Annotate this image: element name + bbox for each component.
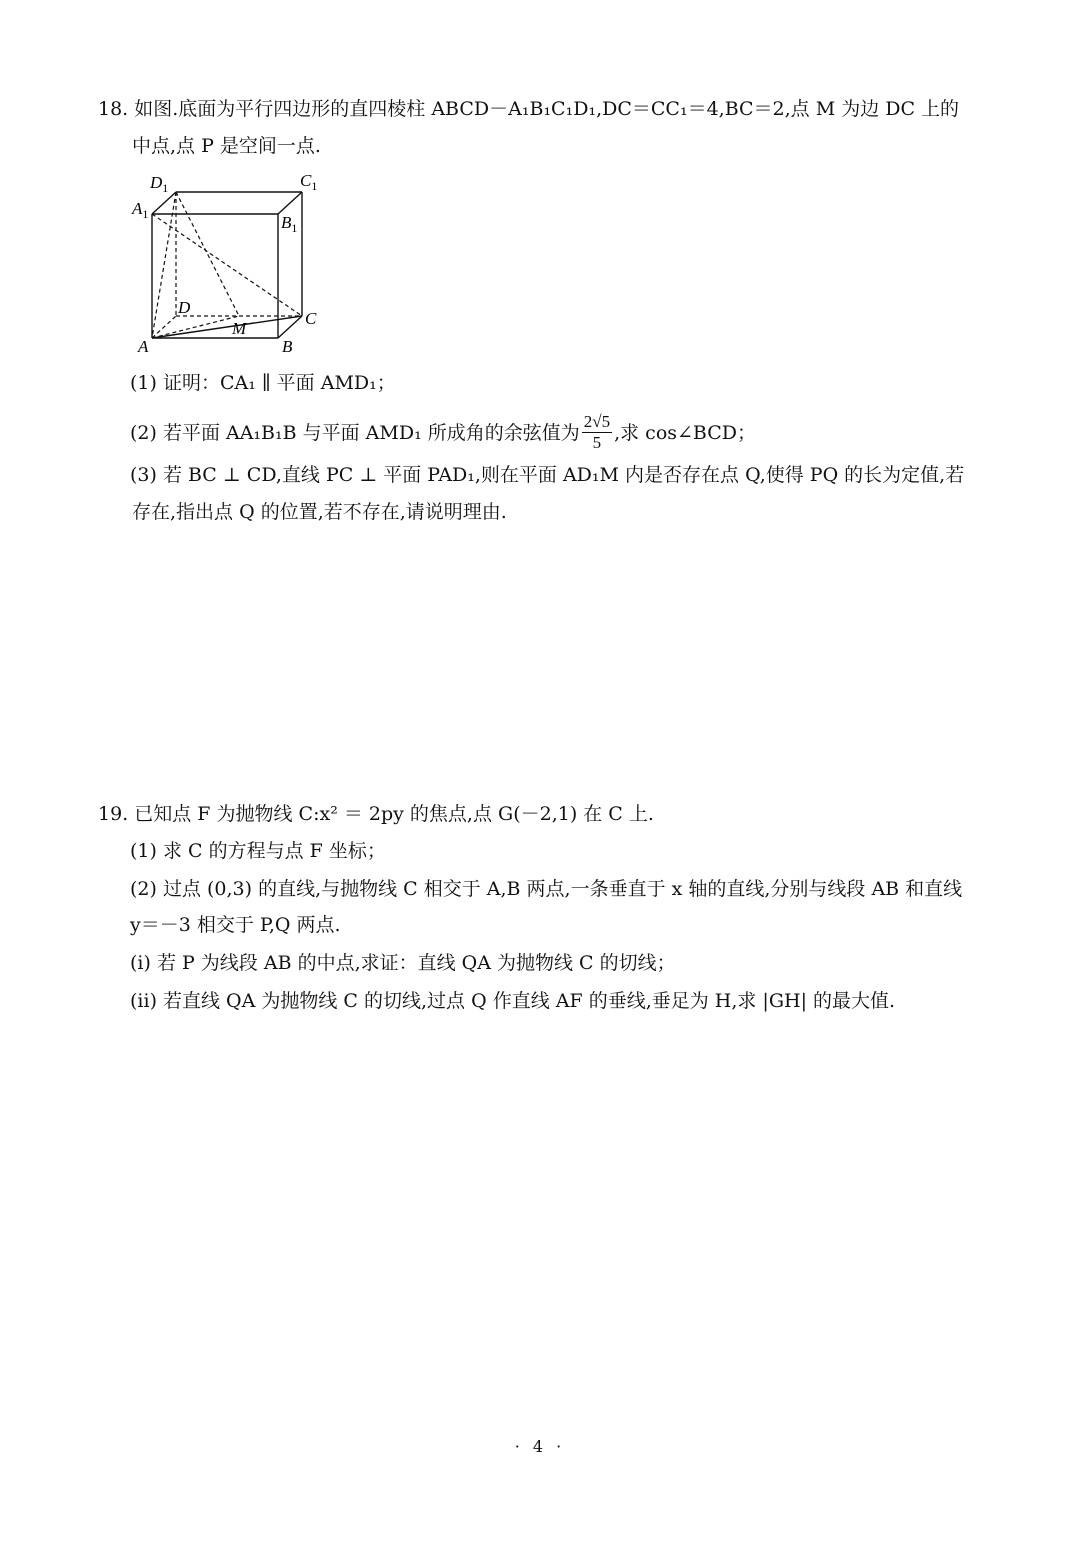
label-D: D: [178, 298, 191, 317]
q19-part2-line2: y＝－3 相交于 P,Q 两点.: [130, 914, 341, 936]
q18-stem-line1: 18. 如图.底面为平行四边形的直四棱柱 ABCD－A₁B₁C₁D₁,DC＝CC₁＝4,BC＝2,点 M 为边 DC 上的: [98, 98, 960, 120]
q18-stem-line2: 中点,点 P 是空间一点.: [132, 135, 321, 157]
q19-part2-line1: (2) 过点 (0,3) 的直线,与抛物线 C 相交于 A,B 两点,一条垂直于 x 轴的直线,分别与线段 AB 和直线: [130, 878, 963, 900]
label-B: B: [282, 337, 293, 356]
label-D1: $D_1$: [150, 173, 169, 195]
q18-part2: [130, 412, 756, 453]
q19-part2-i: (i) 若 P 为线段 AB 的中点,求证：直线 QA 为抛物线 C 的切线；: [130, 952, 676, 974]
q19-part2-ii: (ii) 若直线 QA 为抛物线 C 的切线,过点 Q 作直线 AF 的垂线,垂足为 H,求 |GH| 的最大值.: [130, 990, 896, 1012]
q19-stem: 19. 已知点 F 为抛物线 C:x² ＝ 2py 的焦点,点 G(－2,1) 在 C 上.: [98, 803, 654, 825]
page-number: · 4 ·: [514, 1437, 566, 1456]
q18-part3-line1: (3) 若 BC ⊥ CD,直线 PC ⊥ 平面 PAD₁,则在平面 AD₁M 内是否存在点 Q,使得 PQ 的长为定值,若: [130, 464, 965, 486]
q19-part1: (1) 求 C 的方程与点 F 坐标；: [130, 840, 386, 862]
label-B1: $B_1$: [281, 213, 298, 235]
prism-figure: [128, 170, 328, 356]
fraction-denominator: 5: [592, 433, 602, 452]
label-A: A: [138, 337, 149, 356]
label-M: M: [232, 319, 247, 338]
label-C1: $C_1$: [300, 171, 318, 193]
label-A1: $A_1$: [132, 199, 149, 221]
q18-part2-text: (2) 若平面 AA₁B₁B 与平面 AMD₁ 所成角的余弦值为: [130, 421, 580, 444]
q18-part2-tail: ,求 cos∠BCD；: [614, 421, 757, 444]
fraction-numerator: 2√5: [583, 412, 611, 431]
label-C: C: [305, 309, 317, 328]
prism-diagram: [128, 170, 328, 356]
q18-part3-line2: 存在,指出点 Q 的位置,若不存在,请说明理由.: [132, 501, 507, 523]
q18-part2-fraction: [582, 412, 612, 453]
q18-part1: (1) 证明：CA₁ ∥ 平面 AMD₁；: [130, 372, 396, 394]
